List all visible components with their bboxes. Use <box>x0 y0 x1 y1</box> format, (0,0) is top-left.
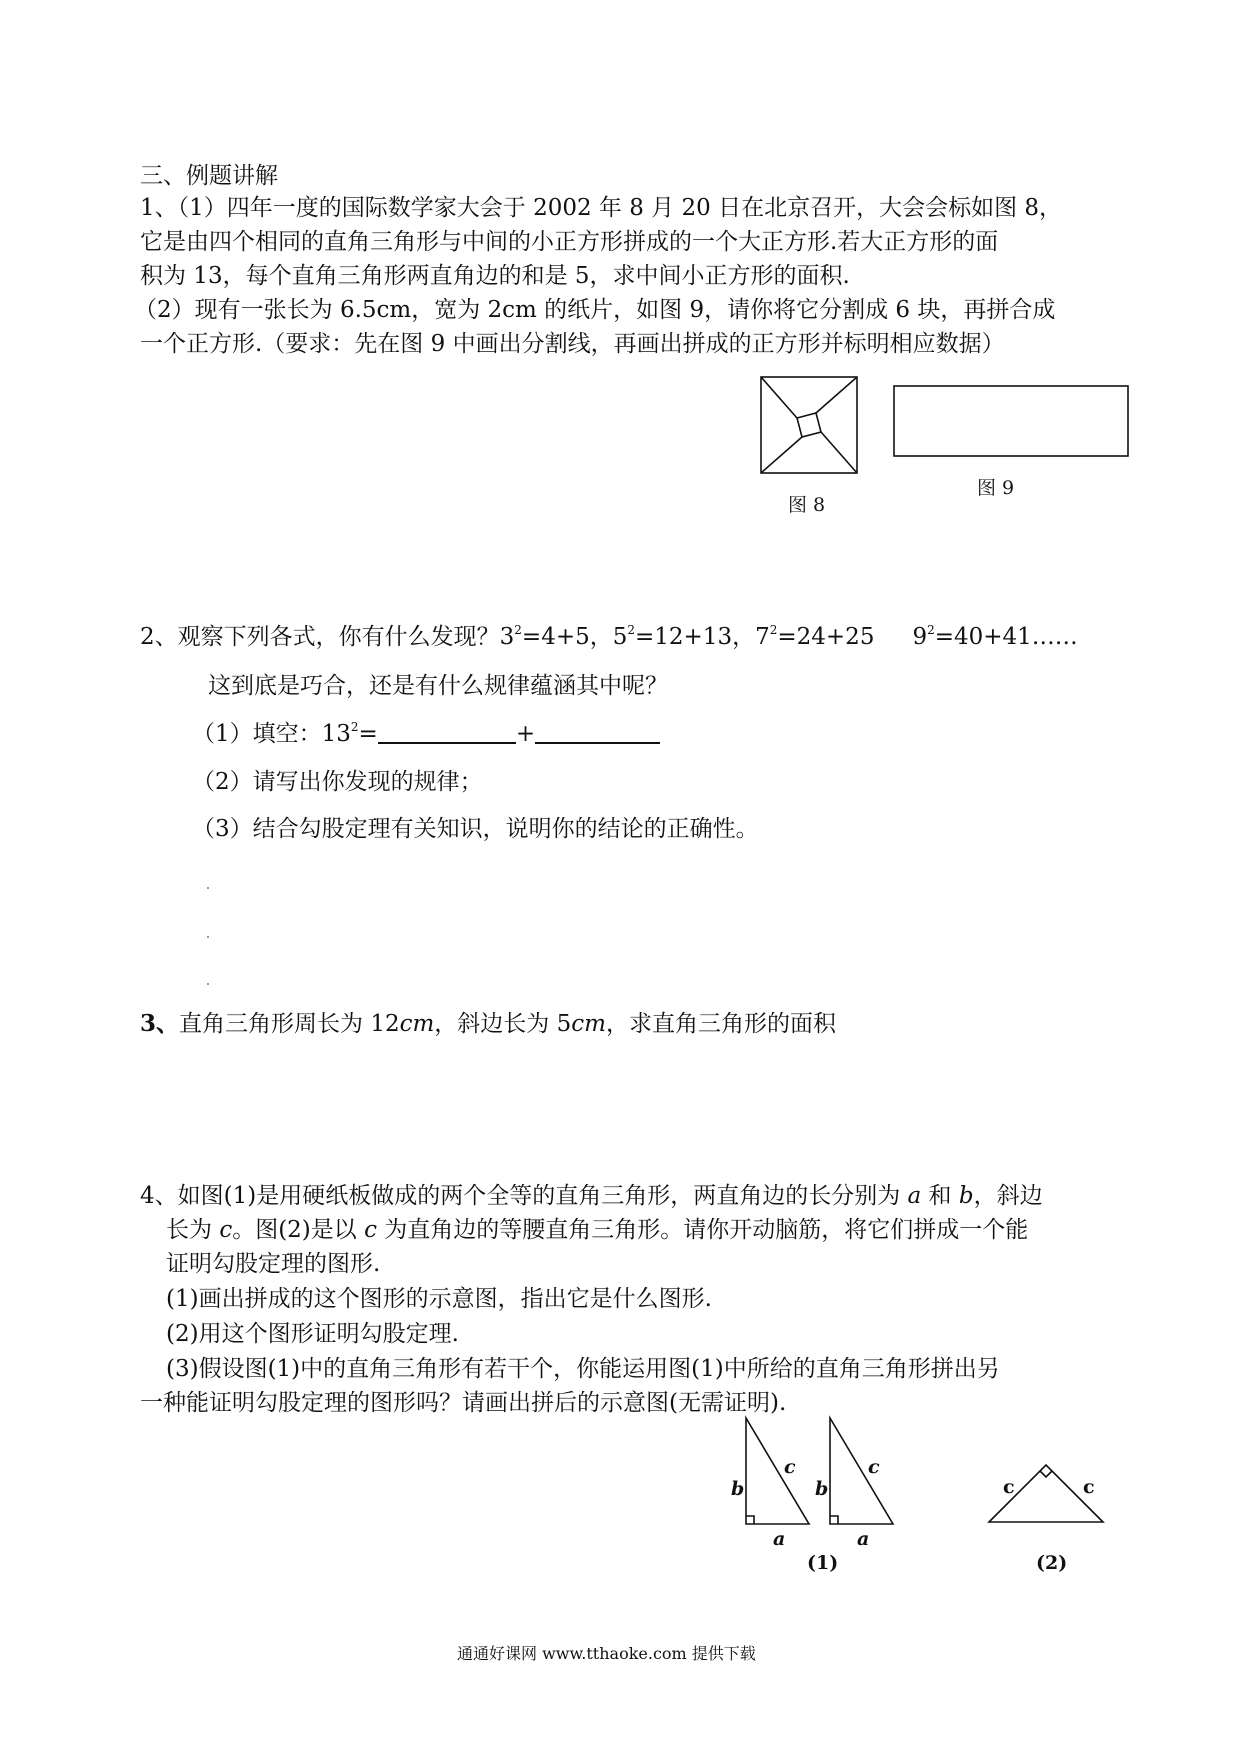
problem4-line1 <box>140 1182 1043 1210</box>
fig1-label-b-right: b <box>815 1478 829 1500</box>
margin-dot <box>207 983 209 985</box>
q1-blank-1[interactable] <box>378 720 516 744</box>
q1-blank-2[interactable] <box>535 720 660 744</box>
fig1-label-b-left: b <box>731 1478 745 1500</box>
problem4-line2-c: 为直角边的等腰直角三角形。请你开动脑筋，将它们拼成一个能 <box>376 1217 1029 1243</box>
problem4-line1-a: 4、如图(1)是用硬纸板做成的两个全等的直角三角形，两直角边的长分别为 <box>140 1183 908 1209</box>
figure-2-caption: (2) <box>1036 1552 1068 1574</box>
problem1-line3: 积为 13，每个直角三角形两直角边的和是 5，求中间小正方形的面积. <box>140 263 850 289</box>
eq1-rhs: =4+5， <box>521 624 613 650</box>
figure-1-caption: (1) <box>807 1552 839 1574</box>
section-heading: 三、例题讲解 <box>140 163 278 189</box>
problem2-intro: 2、观察下列各式，你有什么发现？ <box>140 624 500 650</box>
fig2-label-c-left: c <box>1003 1476 1015 1498</box>
q1-exp: 2 <box>350 720 359 734</box>
problem4-line2-a: 长为 <box>166 1217 220 1243</box>
problem3-text-b: ，斜边长为 5 <box>434 1011 572 1037</box>
fig2-label-c-right: c <box>1083 1476 1095 1498</box>
problem2-intro-line <box>140 623 1078 651</box>
figure-9-caption: 图 9 <box>977 477 1015 499</box>
eq2-base: 5 <box>612 624 628 650</box>
fig1-label-a-right: a <box>857 1528 870 1550</box>
problem4-line1-c: ，斜边 <box>973 1183 1043 1209</box>
eq1-exp: 2 <box>514 623 522 637</box>
eq3-rhs: =24+25 <box>777 624 875 650</box>
q1-eq: = <box>358 721 378 747</box>
eq3-exp: 2 <box>769 623 778 637</box>
figure-9 <box>893 385 1129 457</box>
problem4-line2 <box>166 1216 1028 1244</box>
footer-text: 通通好课网 www.tthaoke.com 提供下载 <box>457 1644 756 1663</box>
problem2-q2: （2）请写出你发现的规律； <box>192 769 483 795</box>
eq4-rhs: =40+41…… <box>934 624 1078 650</box>
eq2-exp: 2 <box>627 623 636 637</box>
eq1-base: 3 <box>499 624 515 650</box>
problem2-q1 <box>192 720 660 748</box>
figure-8 <box>760 376 860 476</box>
eq4-exp: 2 <box>927 623 935 637</box>
fig1-label-c-right: c <box>868 1456 880 1478</box>
problem4-line1-b: 和 <box>921 1183 959 1209</box>
q1-plus: + <box>515 721 536 747</box>
problem2-q3: （3）结合勾股定理有关知识，说明你的结论的正确性。 <box>192 816 759 842</box>
eq3-base: 7 <box>755 624 770 650</box>
fig1-label-c-left: c <box>784 1456 796 1478</box>
problem3-text-a: 直角三角形周长为 12 <box>179 1011 400 1037</box>
problem3-unit2: cm <box>571 1011 606 1037</box>
eq4-base: 9 <box>912 624 928 650</box>
problem3-text-c: ，求直角三角形的面积 <box>605 1011 836 1037</box>
var-a: a <box>907 1183 922 1209</box>
var-c: c <box>219 1217 233 1243</box>
problem4-line2-b: 。图(2)是以 <box>232 1217 365 1243</box>
margin-dot <box>207 936 209 938</box>
problem4-line6: (3)假设图(1)中的直角三角形有若干个，你能运用图(1)中所给的直角三角形拼出另 <box>166 1356 1000 1382</box>
problem3-unit1: cm <box>399 1011 435 1037</box>
problem3 <box>140 1010 836 1038</box>
problem4-line7: 一种能证明勾股定理的图形吗？请画出拼后的示意图(无需证明). <box>140 1390 787 1416</box>
figure-1-triangles <box>735 1410 925 1540</box>
margin-dot <box>207 887 209 889</box>
problem3-number: 3、 <box>140 1010 180 1037</box>
problem4-line4: (1)画出拼成的这个图形的示意图，指出它是什么图形. <box>166 1286 712 1312</box>
var-c: c <box>364 1217 377 1243</box>
problem4-line5: (2)用这个图形证明勾股定理. <box>166 1321 459 1347</box>
var-b: b <box>958 1183 974 1209</box>
problem1-line4: （2）现有一张长为 6.5cm，宽为 2cm 的纸片，如图 9，请你将它分割成 6 块，再拼合成 <box>134 297 1056 323</box>
figure-8-caption: 图 8 <box>788 494 826 516</box>
problem4-line3: 证明勾股定理的图形. <box>166 1251 381 1277</box>
problem1-line1: 1、（1）四年一度的国际数学家大会于 2002 年 8 月 20 日在北京召开，大会会标如图 8， <box>140 195 1063 221</box>
problem1-line2: 它是由四个相同的直角三角形与中间的小正方形拼成的一个大正方形.若大正方形的面 <box>140 229 999 255</box>
problem1-line5: 一个正方形.（要求：先在图 9 中画出分割线，再画出拼成的正方形并标明相应数据） <box>140 331 1005 357</box>
q1-prefix: （1）填空：13 <box>192 721 351 747</box>
problem2-question: 这到底是巧合，还是有什么规律蕴涵其中呢？ <box>208 673 668 699</box>
fig1-label-a-left: a <box>773 1528 786 1550</box>
eq2-rhs: =12+13， <box>635 624 756 650</box>
